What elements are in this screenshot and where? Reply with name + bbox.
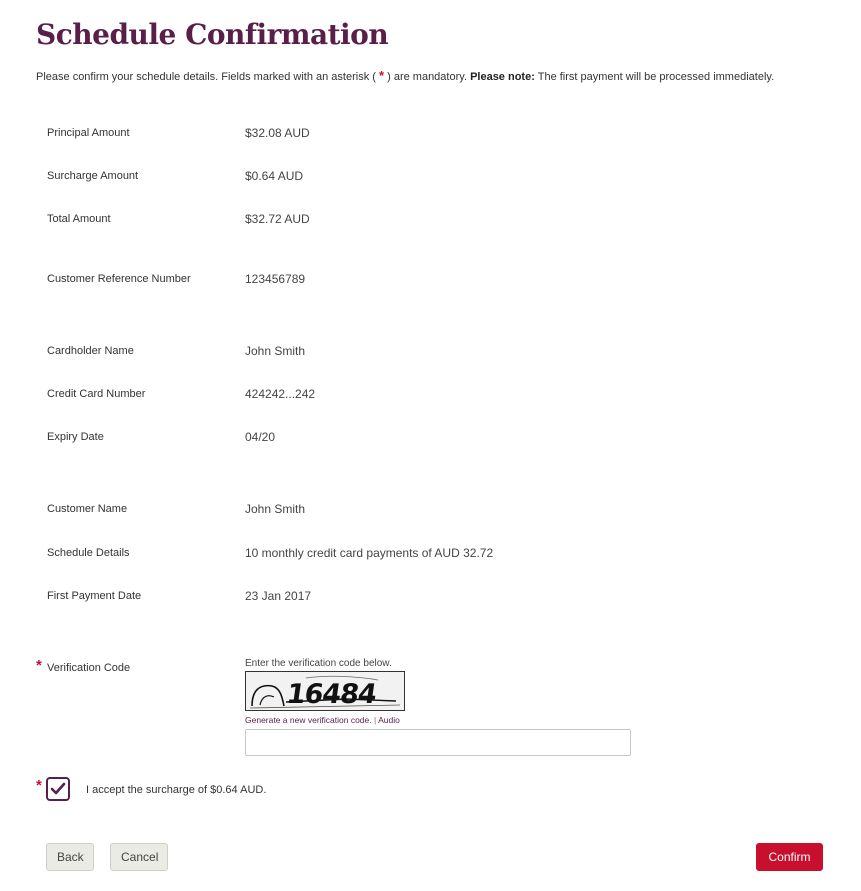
schedule-value: 10 monthly credit card payments of AUD 32.72	[245, 546, 494, 560]
customer-name-label: Customer Name	[47, 503, 128, 515]
total-label: Total Amount	[47, 213, 111, 225]
accept-surcharge-label: I accept the surcharge of $0.64 AUD.	[86, 784, 267, 796]
expiry-value: 04/20	[245, 430, 276, 444]
accept-surcharge-checkbox[interactable]	[46, 777, 70, 801]
verification-code-input[interactable]	[245, 729, 631, 756]
total-value: $32.72 AUD	[245, 212, 310, 226]
captcha-text: 16484	[284, 679, 378, 710]
surcharge-label: Surcharge Amount	[47, 170, 139, 182]
intro-text	[36, 68, 774, 83]
captcha-noise-graphic	[246, 672, 404, 710]
customer-name-value: John Smith	[245, 502, 306, 516]
verification-label: Verification Code	[47, 662, 131, 674]
verification-required-marker: *	[36, 657, 42, 674]
captcha-link-separator: |	[374, 715, 377, 725]
back-button[interactable]: Back	[46, 843, 94, 871]
accept-required-marker: *	[36, 777, 42, 794]
principal-value: $32.08 AUD	[245, 126, 310, 140]
asterisk-marker: *	[378, 68, 385, 83]
surcharge-value: $0.64 AUD	[245, 169, 304, 183]
cancel-button[interactable]: Cancel	[110, 843, 168, 871]
verification-hint: Enter the verification code below.	[245, 658, 392, 669]
first-payment-label: First Payment Date	[47, 590, 142, 602]
audio-captcha-link[interactable]: Audio	[378, 715, 400, 725]
crn-value: 123456789	[245, 272, 306, 286]
principal-label: Principal Amount	[47, 127, 130, 139]
expiry-label: Expiry Date	[47, 431, 104, 443]
captcha-links	[245, 715, 400, 725]
captcha-image	[245, 671, 405, 711]
confirm-button[interactable]: Confirm	[756, 843, 823, 871]
card-number-label: Credit Card Number	[47, 388, 146, 400]
intro-middle: ) are mandatory.	[387, 71, 467, 83]
card-number-value: 424242...242	[245, 387, 316, 401]
crn-label: Customer Reference Number	[47, 273, 191, 285]
note-label: Please note:	[470, 71, 535, 83]
page-title: Schedule Confirmation	[36, 18, 389, 51]
note-text: The first payment will be processed immediately.	[537, 71, 775, 83]
first-payment-value: 23 Jan 2017	[245, 589, 312, 603]
checkmark-icon	[50, 781, 66, 797]
schedule-label: Schedule Details	[47, 547, 130, 559]
cardholder-label: Cardholder Name	[47, 345, 134, 357]
generate-new-code-link[interactable]: Generate a new verification code.	[245, 715, 372, 725]
intro-before: Please confirm your schedule details. Fields marked with an asterisk (	[36, 71, 376, 83]
cardholder-value: John Smith	[245, 344, 306, 358]
